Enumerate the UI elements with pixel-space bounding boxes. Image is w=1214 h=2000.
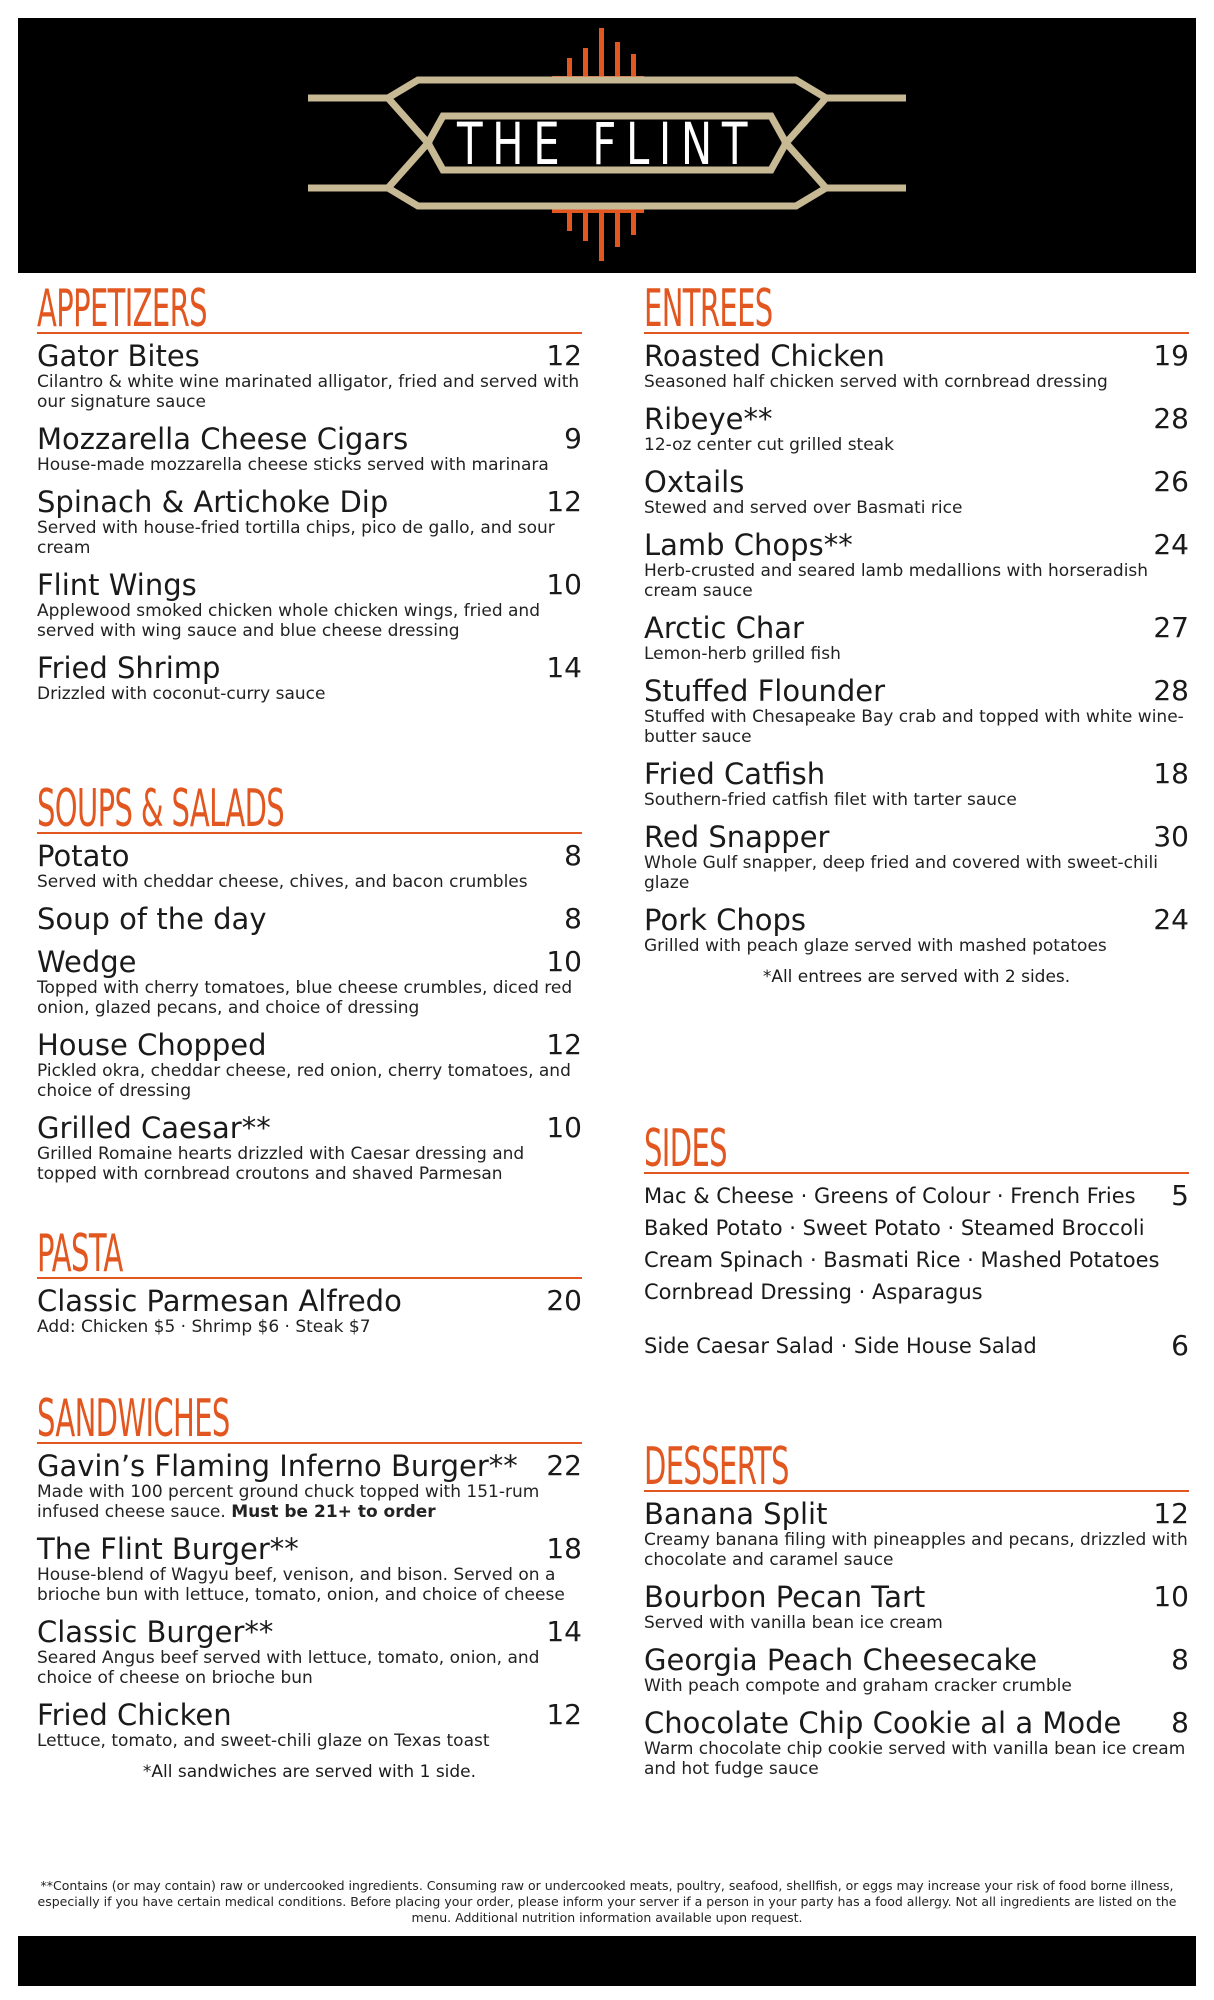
menu-item-description-text: Seared Angus beef served with lettuce, tomato, onion, and choice of cheese on brioche bun [37, 1648, 540, 1688]
menu-item-name: Flint Wings [37, 568, 197, 602]
menu-item [644, 1644, 1189, 1696]
menu-item-price: 24 [1153, 903, 1189, 936]
desserts-section [644, 1437, 1189, 1790]
menu-item [644, 821, 1189, 893]
menu-item-price: 14 [546, 651, 582, 684]
menu-item-price: 12 [546, 1028, 582, 1061]
menu-item [644, 904, 1189, 956]
entrees-list [644, 340, 1189, 956]
menu-item-description-text: Grilled Romaine hearts drizzled with Caesar dressing and topped with cornbread croutons and shaved Parmesan [37, 1144, 525, 1184]
menu-item-description-text: Warm chocolate chip cookie served with vanilla bean ice cream and hot fudge sauce [644, 1739, 1186, 1779]
allergy-disclaimer: **Contains (or may contain) raw or undercooked ingredients. Consuming raw or undercooked meats, poultry, seafood, shellfish, or eggs may increase your risk of food borne illness, especially if you have certain medical conditions. Before placing your order, please inform your server if a person in your party has a food allergy. Not all ingredients are listed on the menu. Additional nutrition information available upon request. [37, 1878, 1177, 1925]
menu-item-description [644, 853, 1189, 893]
menu-item-description [644, 1676, 1189, 1696]
menu-item-description-text: Served with vanilla bean ice cream [644, 1613, 943, 1633]
menu-item-description [37, 1648, 582, 1688]
sandwiches-section [37, 1389, 582, 1782]
entrees-section [644, 279, 1189, 987]
menu-item-description [644, 790, 1189, 810]
menu-item-description [644, 707, 1189, 747]
side-salads-line: Side Caesar Salad · Side House Salad [644, 1334, 1037, 1358]
menu-item-description [644, 372, 1189, 392]
menu-item-price: 26 [1153, 465, 1189, 498]
menu-item-price: 12 [546, 1698, 582, 1731]
menu-item [37, 340, 582, 412]
menu-item-description-text: Seasoned half chicken served with cornbread dressing [644, 372, 1108, 392]
menu-item-price: 12 [546, 339, 582, 372]
menu-item [37, 1285, 582, 1337]
menu-item-warning: Must be 21+ to order [231, 1502, 436, 1522]
menu-item-description-text: With peach compote and graham cracker crumble [644, 1676, 1072, 1696]
menu-item-name: House Chopped [37, 1028, 267, 1062]
menu-item-description [37, 1061, 582, 1101]
section-title-pasta: PASTA [37, 1224, 123, 1284]
menu-item-name: Fried Shrimp [37, 651, 221, 685]
sides-section [644, 1119, 1189, 1362]
menu-item [644, 466, 1189, 518]
menu-item-description [644, 644, 1189, 664]
menu-item [644, 675, 1189, 747]
menu-item-name: Soup of the day [37, 902, 267, 936]
menu-item-price: 8 [564, 902, 582, 935]
menu-item [37, 1699, 582, 1751]
section-title-entrees: ENTREES [644, 279, 773, 339]
pasta-list [37, 1285, 582, 1337]
section-title-soups: SOUPS & SALADS [37, 779, 285, 839]
menu-item-price: 28 [1153, 674, 1189, 707]
menu-item-description [37, 1144, 582, 1184]
menu-item [644, 340, 1189, 392]
menu-item-description-text: Cilantro & white wine marinated alligator, fried and served with our signature sauce [37, 372, 580, 412]
menu-item-price: 28 [1153, 402, 1189, 435]
appetizers-section [37, 279, 582, 715]
section-title-sandwiches: SANDWICHES [37, 1389, 230, 1449]
menu-item [37, 1533, 582, 1605]
menu-item-description [37, 601, 582, 641]
menu-item-name: Ribeye** [644, 402, 773, 436]
menu-item-price: 10 [1153, 1580, 1189, 1613]
menu-item [37, 1616, 582, 1688]
menu-item-name: Oxtails [644, 465, 745, 499]
menu-item-description-text: Whole Gulf snapper, deep fried and covered with sweet-chili glaze [644, 853, 1158, 893]
menu-item-description-text: Herb-crusted and seared lamb medallions with horseradish cream sauce [644, 561, 1149, 601]
menu-item-description [644, 1530, 1189, 1570]
menu-item-price: 14 [546, 1615, 582, 1648]
sandwiches-list [37, 1450, 582, 1751]
menu-item [37, 903, 582, 935]
menu-item-description [37, 1317, 582, 1337]
menu-item [37, 1029, 582, 1101]
menu-item-price: 30 [1153, 820, 1189, 853]
sides-line: Cornbread Dressing · Asparagus [644, 1280, 983, 1304]
menu-item-name: Red Snapper [644, 820, 830, 854]
menu-item-description-text: Applewood smoked chicken whole chicken wings, fried and served with wing sauce and blue cheese dressing [37, 601, 540, 641]
sides-line: Cream Spinach · Basmati Rice · Mashed Potatoes [644, 1248, 1160, 1272]
section-title-sides: SIDES [644, 1119, 727, 1179]
soups-section [37, 779, 582, 1195]
menu-item-description-text: 12-oz center cut grilled steak [644, 435, 894, 455]
menu-item-description [644, 435, 1189, 455]
appetizers-list [37, 340, 582, 704]
soups-list [37, 840, 582, 1184]
menu-item-description [37, 872, 582, 892]
menu-item-name: Mozzarella Cheese Cigars [37, 422, 409, 456]
menu-item-name: Potato [37, 839, 130, 873]
menu-item-name: Arctic Char [644, 611, 804, 645]
menu-item-name: Classic Burger** [37, 1615, 274, 1649]
menu-item-description [37, 1565, 582, 1605]
menu-item-name: Wedge [37, 945, 137, 979]
menu-item-description [37, 978, 582, 1018]
menu-item [644, 758, 1189, 810]
menu-item-name: Chocolate Chip Cookie al a Mode [644, 1706, 1122, 1740]
menu-item-description [37, 455, 582, 475]
menu-item-name: Banana Split [644, 1497, 828, 1531]
menu-item [37, 840, 582, 892]
pasta-section [37, 1224, 582, 1348]
sides-line: Baked Potato · Sweet Potato · Steamed Broccoli [644, 1216, 1145, 1240]
menu-item-description-text: Drizzled with coconut-curry sauce [37, 684, 326, 704]
menu-item-description-text: Stewed and served over Basmati rice [644, 498, 963, 518]
menu-item [37, 1112, 582, 1184]
desserts-list [644, 1498, 1189, 1779]
sides-price: 5 [1171, 1179, 1189, 1212]
menu-item-description [644, 561, 1189, 601]
menu-item-name: Gator Bites [37, 339, 200, 373]
menu-item [37, 486, 582, 558]
menu-item-description-text: Lettuce, tomato, and sweet-chili glaze on Texas toast [37, 1731, 490, 1751]
menu-item-price: 20 [546, 1284, 582, 1317]
menu-item-description-text: Lemon-herb grilled fish [644, 644, 841, 664]
menu-item-price: 18 [1153, 757, 1189, 790]
menu-item-name: Gavin’s Flaming Inferno Burger** [37, 1449, 518, 1483]
menu-item [644, 529, 1189, 601]
menu-item-name: Fried Catfish [644, 757, 826, 791]
menu-item-name: Georgia Peach Cheesecake [644, 1643, 1038, 1677]
footer-bar [18, 1936, 1196, 1986]
menu-item-description-text: Southern-fried catfish filet with tarter sauce [644, 790, 1017, 810]
menu-item [644, 403, 1189, 455]
menu-item-description [644, 936, 1189, 956]
menu-item-description-text: Served with house-fried tortilla chips, pico de gallo, and sour cream [37, 518, 555, 558]
menu-item [37, 569, 582, 641]
menu-item-name: Roasted Chicken [644, 339, 885, 373]
menu-item-description [37, 518, 582, 558]
flint-logo [18, 18, 1196, 273]
menu-item-price: 8 [1171, 1643, 1189, 1676]
menu-item-description [644, 1613, 1189, 1633]
menu-item-description-text: House-made mozzarella cheese sticks served with marinara [37, 455, 549, 475]
menu-item-description [37, 684, 582, 704]
entrees-note: *All entrees are served with 2 sides. [762, 967, 1071, 987]
menu-item-name: Bourbon Pecan Tart [644, 1580, 926, 1614]
sandwiches-note: *All sandwiches are served with 1 side. [142, 1762, 477, 1782]
menu-item-price: 10 [546, 1111, 582, 1144]
menu-item [37, 652, 582, 704]
menu-item-name: Spinach & Artichoke Dip [37, 485, 389, 519]
section-title-desserts: DESSERTS [644, 1437, 789, 1497]
section-title-appetizers: APPETIZERS [37, 279, 207, 339]
menu-item-name: Lamb Chops** [644, 528, 853, 562]
menu-item-description-text: Topped with cherry tomatoes, blue cheese crumbles, diced red onion, glazed pecans, and choice of dressing [37, 978, 573, 1018]
menu-item-description-text: Grilled with peach glaze served with mashed potatoes [644, 936, 1107, 956]
menu-item-description [37, 372, 582, 412]
menu-item-price: 18 [546, 1532, 582, 1565]
menu-item-price: 19 [1153, 339, 1189, 372]
menu-item-description-text: Creamy banana filing with pineapples and pecans, drizzled with chocolate and caramel sauce [644, 1530, 1188, 1570]
menu-item-description-text: Pickled okra, cheddar cheese, red onion, cherry tomatoes, and choice of dressing [37, 1061, 571, 1101]
menu-item-price: 8 [564, 839, 582, 872]
menu-item-price: 9 [564, 422, 582, 455]
logo-text: THE FLINT [456, 110, 757, 178]
side-salads-block [644, 1330, 1189, 1362]
menu-item-price: 8 [1171, 1706, 1189, 1739]
menu-item-name: Fried Chicken [37, 1698, 232, 1732]
menu-item-description [644, 498, 1189, 518]
menu-item [37, 946, 582, 1018]
menu-item-name: Stuffed Flounder [644, 674, 886, 708]
menu-item-description [37, 1731, 582, 1751]
menu-item [644, 612, 1189, 664]
menu-item-name: Grilled Caesar** [37, 1111, 271, 1145]
menu-item [644, 1581, 1189, 1633]
sides-line: Mac & Cheese · Greens of Colour · French Fries [644, 1184, 1136, 1208]
menu-item-price: 12 [546, 485, 582, 518]
menu-item-description [644, 1739, 1189, 1779]
side-salads-price: 6 [1171, 1329, 1189, 1362]
menu-item-description-text: Made with 100 percent ground chuck topped with 151-rum infused cheese sauce. [37, 1482, 540, 1522]
menu-item-description-text: Served with cheddar cheese, chives, and bacon crumbles [37, 872, 528, 892]
menu-item-price: 12 [1153, 1497, 1189, 1530]
menu-item-price: 10 [546, 568, 582, 601]
header-banner [18, 18, 1196, 273]
menu-item [644, 1707, 1189, 1779]
menu-item-price: 27 [1153, 611, 1189, 644]
menu-item [37, 1450, 582, 1522]
sides-block [644, 1180, 1189, 1308]
menu-item-name: The Flint Burger** [37, 1532, 299, 1566]
menu-item [644, 1498, 1189, 1570]
menu-item-description [37, 1482, 582, 1522]
menu-item-name: Classic Parmesan Alfredo [37, 1284, 402, 1318]
menu-item-price: 24 [1153, 528, 1189, 561]
menu-item [37, 423, 582, 475]
menu-item-description-text: House-blend of Wagyu beef, venison, and bison. Served on a brioche bun with lettuce, tomato, onion, and choice of cheese [37, 1565, 565, 1605]
menu-item-description-text: Add: Chicken $5 · Shrimp $6 · Steak $7 [37, 1317, 371, 1337]
menu-item-name: Pork Chops [644, 903, 807, 937]
menu-item-price: 22 [546, 1449, 582, 1482]
menu-item-description-text: Stuffed with Chesapeake Bay crab and topped with white wine-butter sauce [644, 707, 1184, 747]
menu-item-price: 10 [546, 945, 582, 978]
